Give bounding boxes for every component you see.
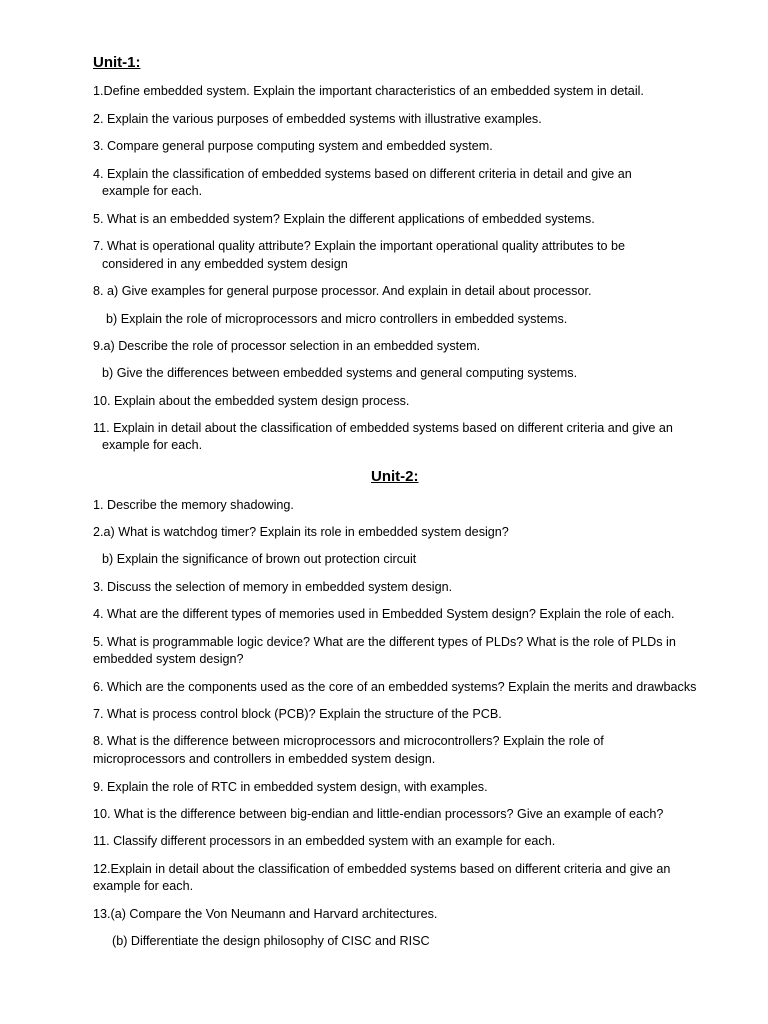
u1-question-11-cont: example for each.: [102, 438, 203, 452]
u1-question-2: 2. Explain the various purposes of embedded systems with illustrative examples.: [93, 112, 542, 126]
u2-question-5-cont: embedded system design?: [93, 652, 244, 666]
u2-question-5: 5. What is programmable logic device? What are the different types of PLDs? What is the role of PLDs in: [93, 635, 676, 649]
u1-question-1: 1.Define embedded system. Explain the important characteristics of an embedded system in detail.: [93, 84, 644, 98]
u2-question-11: 11. Classify different processors in an embedded system with an example for each.: [93, 834, 556, 848]
u2-question-12-cont: example for each.: [93, 879, 194, 893]
u1-question-9b: b) Give the differences between embedded systems and general computing systems.: [102, 366, 578, 380]
u2-question-1: 1. Describe the memory shadowing.: [93, 498, 294, 512]
u2-question-10: 10. What is the difference between big-endian and little-endian processors? Give an example of each?: [93, 807, 664, 821]
u2-question-4: 4. What are the different types of memories used in Embedded System design? Explain the role of each.: [93, 607, 675, 621]
u2-question-9: 9. Explain the role of RTC in embedded system design, with examples.: [93, 780, 488, 794]
u2-question-7: 7. What is process control block (PCB)? Explain the structure of the PCB.: [93, 707, 502, 721]
u2-question-13b: (b) Differentiate the design philosophy of CISC and RISC: [112, 934, 430, 948]
u1-question-4-cont: example for each.: [102, 184, 203, 198]
u1-question-8a: 8. a) Give examples for general purpose processor. And explain in detail about processor.: [93, 284, 592, 298]
u2-question-3: 3. Discuss the selection of memory in embedded system design.: [93, 580, 453, 594]
u1-question-7: 7. What is operational quality attribute? Explain the important operational quality attributes to be: [93, 239, 626, 253]
unit-2-heading: Unit-2:: [371, 468, 419, 485]
u2-question-2a: 2.a) What is watchdog timer? Explain its role in embedded system design?: [93, 525, 509, 539]
u1-question-4: 4. Explain the classification of embedded systems based on different criteria in detail and give an: [93, 167, 632, 181]
u1-question-8b: b) Explain the role of microprocessors and micro controllers in embedded systems.: [106, 312, 568, 326]
u1-question-7-cont: considered in any embedded system design: [102, 257, 348, 271]
u1-question-9a: 9.a) Describe the role of processor selection in an embedded system.: [93, 339, 481, 353]
unit-1-heading: Unit-1:: [93, 54, 141, 71]
u1-question-11: 11. Explain in detail about the classification of embedded systems based on different criteria and give an: [93, 421, 673, 435]
u1-question-5: 5. What is an embedded system? Explain the different applications of embedded systems.: [93, 212, 595, 226]
u2-question-13a: 13.(a) Compare the Von Neumann and Harvard architectures.: [93, 907, 438, 921]
u2-question-2b: b) Explain the significance of brown out protection circuit: [102, 552, 417, 566]
u2-question-8: 8. What is the difference between microprocessors and microcontrollers? Explain the role of: [93, 734, 604, 748]
u2-question-8-cont: microprocessors and controllers in embedded system design.: [93, 752, 436, 766]
u1-question-3: 3. Compare general purpose computing system and embedded system.: [93, 139, 493, 153]
u1-question-10: 10. Explain about the embedded system design process.: [93, 394, 410, 408]
u2-question-6: 6. Which are the components used as the core of an embedded systems? Explain the merits and drawbacks: [93, 680, 697, 694]
u2-question-12: 12.Explain in detail about the classification of embedded systems based on different criteria and give an: [93, 862, 671, 876]
